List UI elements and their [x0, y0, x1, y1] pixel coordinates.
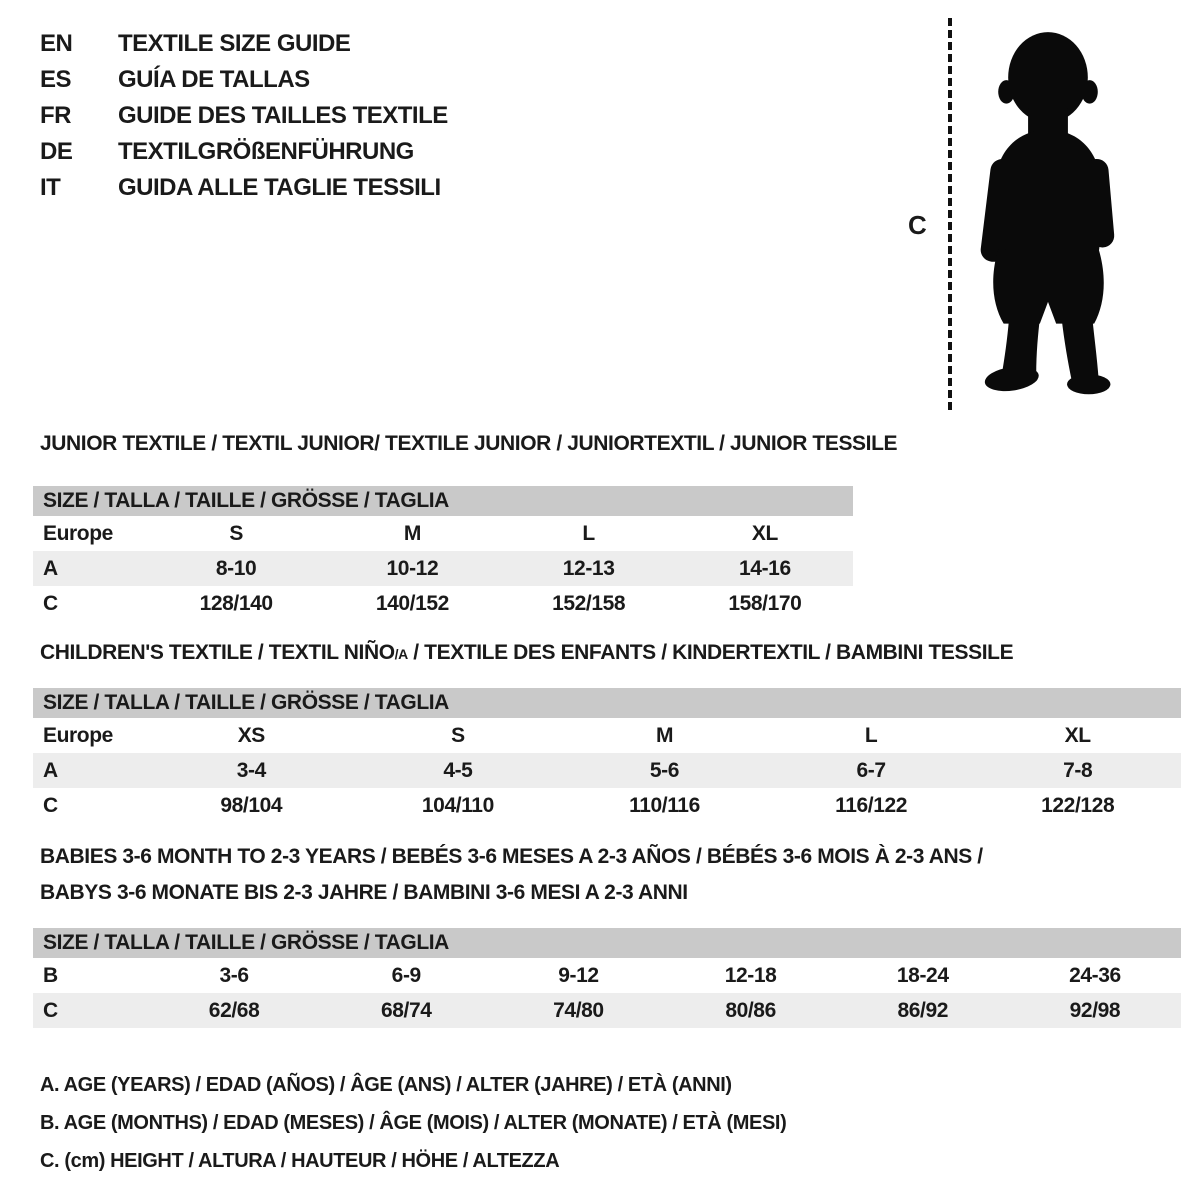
- row-label: Europe: [43, 521, 113, 545]
- toddler-silhouette-icon: [962, 16, 1134, 414]
- table-row: [33, 551, 853, 586]
- children-title-part1: CHILDREN'S TEXTILE / TEXTIL NIÑO: [40, 641, 395, 664]
- row-label: C: [43, 591, 58, 615]
- height-cell: 116/122: [835, 793, 908, 817]
- age-cell: 12-18: [724, 963, 777, 987]
- height-cell: 98/104: [220, 793, 283, 817]
- lang-code-en: EN: [40, 30, 73, 57]
- height-cell: 86/92: [897, 998, 949, 1022]
- height-cell: 104/110: [421, 793, 494, 817]
- babies-size-table: [33, 928, 1181, 1028]
- lang-row-fr: [40, 98, 448, 134]
- size-cell: L: [864, 723, 878, 747]
- height-cell: 158/170: [728, 591, 802, 615]
- lang-title-it: GUIDA ALLE TAGLIE TESSILI: [118, 174, 441, 201]
- table-row: [33, 516, 853, 551]
- age-cell: 3-4: [236, 758, 266, 782]
- measure-legend: [40, 1066, 786, 1180]
- children-table-size-header: SIZE / TALLA / TAILLE / GRÖSSE / TAGLIA: [33, 688, 1181, 718]
- table-row: [33, 788, 1181, 823]
- lang-row-es: [40, 62, 448, 98]
- language-title-list: [40, 26, 448, 206]
- legend-line-b: B. AGE (MONTHS) / EDAD (MESES) / ÂGE (MOIS) / ALTER (MONATE) / ETÀ (MESI): [40, 1112, 787, 1134]
- age-cell: 9-12: [558, 963, 599, 987]
- lang-title-es: GUÍA DE TALLAS: [118, 66, 310, 93]
- children-title-sub: /A: [394, 646, 408, 662]
- lang-row-de: [40, 134, 448, 170]
- table-row: [33, 586, 853, 621]
- babies-section-title-line1: BABIES 3-6 MONTH TO 2-3 YEARS / BEBÉS 3-6 MESES A 2-3 AÑOS / BÉBÉS 3-6 MOIS À 2-3 ANS /: [40, 845, 983, 868]
- height-cell: 128/140: [199, 591, 273, 615]
- junior-size-table: [33, 486, 853, 621]
- table-row: [33, 718, 1181, 753]
- age-cell: 4-5: [443, 758, 473, 782]
- lang-code-de: DE: [40, 138, 73, 165]
- lang-row-en: [40, 26, 448, 62]
- size-cell: S: [451, 723, 465, 747]
- size-cell: M: [655, 723, 674, 747]
- children-section-title: [40, 641, 1013, 665]
- lang-code-es: ES: [40, 66, 72, 93]
- row-label: Europe: [43, 723, 113, 747]
- row-label: A: [43, 758, 58, 782]
- height-cell: 74/80: [553, 998, 604, 1022]
- age-cell: 12-13: [562, 556, 615, 580]
- lang-title-fr: GUIDE DES TAILLES TEXTILE: [118, 102, 448, 129]
- babies-section-title-line2: BABYS 3-6 MONATE BIS 2-3 JAHRE / BAMBINI 3-6 MESI A 2-3 ANNI: [40, 881, 688, 904]
- height-cell: 110/116: [629, 793, 700, 817]
- age-cell: 24-36: [1069, 963, 1121, 987]
- height-cell: 122/128: [1041, 793, 1115, 817]
- height-cell: 62/68: [208, 998, 260, 1022]
- age-cell: 10-12: [386, 556, 439, 580]
- row-label: C: [43, 793, 58, 817]
- age-cell: 18-24: [896, 963, 949, 987]
- lang-code-fr: FR: [40, 102, 71, 129]
- legend-line-c: C. (cm) HEIGHT / ALTURA / HAUTEUR / HÖHE / ALTEZZA: [40, 1150, 560, 1172]
- height-cell: 152/158: [552, 591, 626, 615]
- children-size-table: [33, 688, 1181, 823]
- age-cell: 6-7: [856, 758, 886, 782]
- table-row: [33, 993, 1181, 1028]
- age-cell: 3-6: [219, 963, 249, 987]
- height-cell: 68/74: [380, 998, 432, 1022]
- row-label: A: [43, 556, 58, 580]
- age-cell: 14-16: [739, 556, 791, 580]
- height-measure-dashed-line: [948, 18, 952, 410]
- height-cell: 140/152: [375, 591, 449, 615]
- lang-row-it: [40, 170, 448, 206]
- junior-section-title: JUNIOR TEXTILE / TEXTIL JUNIOR/ TEXTILE JUNIOR / JUNIORTEXTIL / JUNIOR TESSILE: [40, 432, 898, 455]
- age-cell: 5-6: [649, 758, 680, 782]
- size-cell: S: [229, 521, 243, 545]
- size-cell: M: [403, 521, 421, 545]
- lang-title-de: TEXTILGRÖßENFÜHRUNG: [118, 138, 414, 165]
- height-cell: 80/86: [725, 998, 776, 1022]
- junior-table-size-header: SIZE / TALLA / TAILLE / GRÖSSE / TAGLIA: [33, 486, 853, 516]
- babies-table-size-header: SIZE / TALLA / TAILLE / GRÖSSE / TAGLIA: [33, 928, 1181, 958]
- height-cell: 92/98: [1069, 998, 1121, 1022]
- table-row: [33, 958, 1181, 993]
- size-cell: XL: [751, 521, 778, 545]
- table-row: [33, 753, 1181, 788]
- row-label: C: [43, 998, 58, 1022]
- size-cell: XS: [237, 723, 265, 747]
- size-cell: XL: [1064, 723, 1091, 747]
- lang-title-en: TEXTILE SIZE GUIDE: [118, 30, 351, 57]
- age-cell: 6-9: [391, 963, 421, 987]
- size-cell: L: [582, 521, 595, 545]
- lang-code-it: IT: [40, 174, 61, 201]
- age-cell: 8-10: [215, 556, 257, 580]
- legend-line-a: A. AGE (YEARS) / EDAD (AÑOS) / ÂGE (ANS) / ALTER (JAHRE) / ETÀ (ANNI): [40, 1074, 732, 1096]
- row-label: B: [43, 963, 58, 987]
- age-cell: 7-8: [1063, 758, 1093, 782]
- children-title-part2: / TEXTILE DES ENFANTS / KINDERTEXTIL / BAMBINI TESSILE: [407, 641, 1014, 664]
- height-measure-label: C: [908, 210, 927, 240]
